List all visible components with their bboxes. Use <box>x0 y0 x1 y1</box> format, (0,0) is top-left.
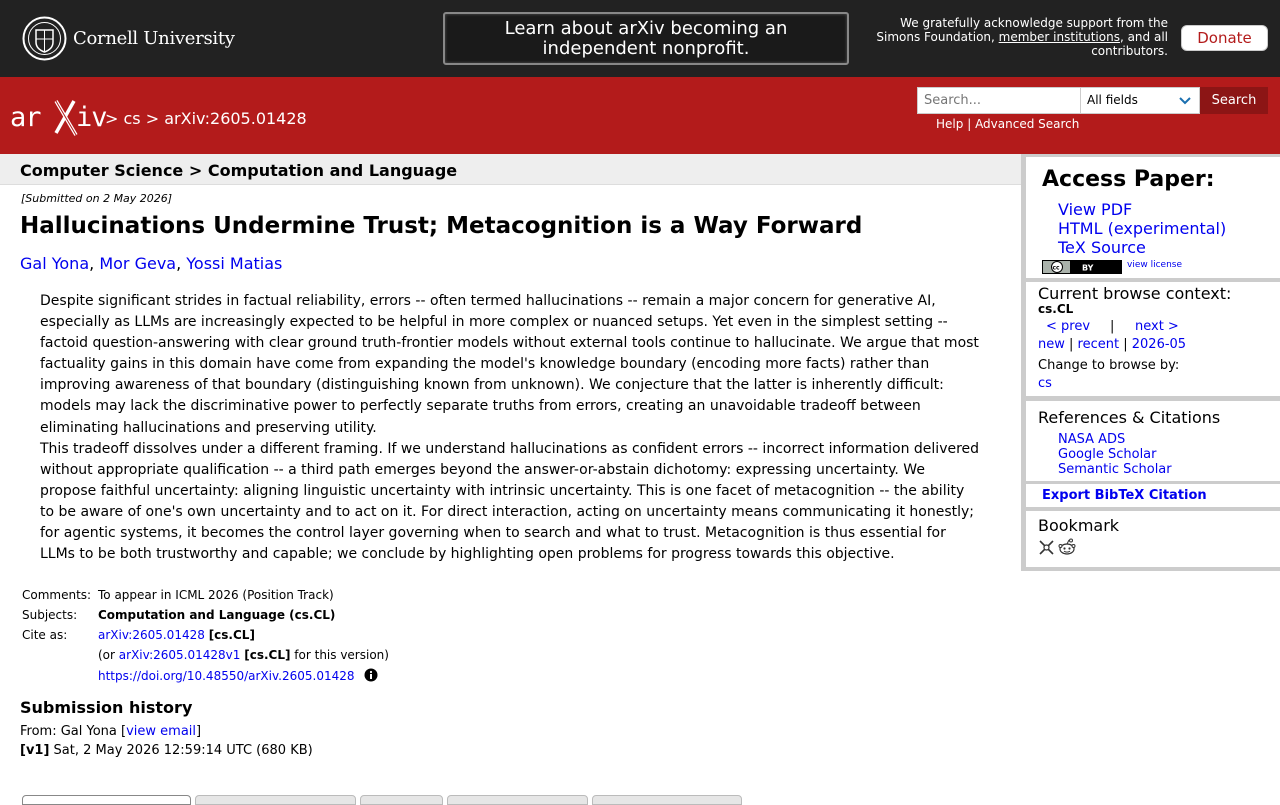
submission-history-heading: Submission history <box>20 698 193 717</box>
bibsonomy-icon[interactable] <box>1038 539 1055 556</box>
search-input[interactable] <box>917 87 1080 114</box>
announcement-box[interactable]: Learn about arXiv becoming an independent nonprofit. <box>443 12 849 65</box>
bookmark-box <box>1026 511 1280 567</box>
browse-context-category: cs.CL <box>1038 302 1074 316</box>
view-pdf-link[interactable]: View PDF <box>1058 200 1133 219</box>
submission-from-pre: From: Gal Yona [ <box>20 724 127 739</box>
recent-link[interactable]: recent <box>1077 337 1120 352</box>
tex-source-link[interactable]: TeX Source <box>1058 238 1146 257</box>
arxiv-header <box>0 77 1280 154</box>
html-experimental-link[interactable]: HTML (experimental) <box>1058 219 1227 238</box>
doi-value <box>98 668 378 683</box>
references-title: References & Citations <box>1038 408 1221 427</box>
sidebar <box>1021 154 1280 571</box>
help-links <box>936 117 1079 131</box>
access-paper-title: Access Paper: <box>1042 167 1215 192</box>
link-separator: | <box>1123 337 1128 352</box>
author-link[interactable]: Yossi Matias <box>186 254 283 273</box>
chevron-down-icon <box>1178 93 1192 107</box>
comments-value: To appear in ICML 2026 (Position Track) <box>98 588 334 602</box>
version-label: [v1] <box>20 743 50 758</box>
abstract-paragraph: This tradeoff dissolves under a different framing. If we understand hallucinations as confident errors -- incorrect information delivered without appropriate qualification -- a third path emerges beyond the answer-or-abstain dichotomy: expressing uncertainty. We propose faithful uncertainty: aligning linguistic uncertainty with intrinsic uncertainty. This is one facet of metacognition -- the ability to be aware of one's own uncertainty and to act on it. For direct interaction, acting on uncertainty means communicating it honestly; for agentic systems, it becomes the control layer governing when to search and what to trust. Metacognition is thus essential for LLMs to be both trustworthy and capable; we conclude by highlighting open problems for progress towards this objective. <box>40 440 980 563</box>
version-date: Sat, 2 May 2026 12:59:14 UTC (680 KB) <box>53 743 313 758</box>
browse-cs-link[interactable]: cs <box>1038 376 1052 391</box>
month-link[interactable]: 2026-05 <box>1131 337 1187 352</box>
svg-text:ar: ar <box>10 102 41 133</box>
info-icon[interactable] <box>364 668 378 682</box>
author-separator: , <box>89 254 95 273</box>
change-browse-label: Change to browse by: <box>1038 358 1180 373</box>
view-email-link[interactable]: view email <box>126 724 197 739</box>
svg-text:iv: iv <box>76 102 107 133</box>
subject-heading: Computer Science > Computation and Language <box>20 161 458 180</box>
link-separator: | <box>1069 337 1074 352</box>
cite-value <box>98 628 255 642</box>
support-text <box>860 16 1168 58</box>
subjects-value: Computation and Language (cs.CL) <box>98 608 336 622</box>
cite-version-category: [cs.CL] <box>244 648 291 662</box>
view-license-link[interactable]: view license <box>1127 260 1183 270</box>
bottom-tab[interactable] <box>360 795 443 805</box>
search-button[interactable]: Search <box>1200 87 1268 114</box>
cite-version-value <box>98 648 389 662</box>
submission-from <box>20 724 201 739</box>
breadcrumb-separator: > <box>105 109 119 128</box>
abstract-paragraph: Despite significant strides in factual reliability, errors -- often termed hallucinations -- remain a major concern for generative AI, especially as LLMs are increasingly expected to be helpful in more complex or nuanced setups. Yet even in the simplest setting -- factoid question-answering with clear ground truth-frontier models without external tools continue to hallucinate. We argue that most factuality gains in this domain have come from expanding the model's knowledge boundary (encoding more facts) rather than improving awareness of that boundary (distinguishing known from unknown). We conjecture that the latter is inherently difficult: models may lack the discriminative power to perfectly separate truths from errors, creating an unavoidable tradeoff between eliminating hallucinations and preserving utility. <box>40 293 979 436</box>
breadcrumb-paper-id: arXiv:2605.01428 <box>164 109 307 128</box>
cite-id-link[interactable]: arXiv:2605.01428 <box>98 628 205 642</box>
doi-link[interactable]: https://doi.org/10.48550/arXiv.2605.01428 <box>98 669 355 683</box>
nasa-ads-link[interactable]: NASA ADS <box>1058 432 1126 447</box>
search-field-select[interactable] <box>1080 87 1200 114</box>
subjects-label: Subjects: <box>22 608 78 622</box>
donate-button[interactable]: Donate <box>1181 25 1268 51</box>
svg-text:BY: BY <box>1082 263 1094 273</box>
prev-link[interactable]: < prev <box>1046 319 1091 334</box>
help-separator: | <box>967 117 972 131</box>
google-scholar-link[interactable]: Google Scholar <box>1058 447 1157 462</box>
browse-context-box <box>1026 282 1280 396</box>
prev-next-separator: | <box>1110 319 1115 334</box>
submission-from-post: ] <box>196 724 202 739</box>
search-field-value: All fields <box>1087 93 1138 107</box>
cite-or-text: (or <box>98 648 115 662</box>
author-link[interactable]: Gal Yona <box>20 254 90 273</box>
bottom-tab[interactable] <box>195 795 356 805</box>
arxiv-logo-icon[interactable] <box>10 97 107 137</box>
subject-bar <box>0 154 1021 185</box>
breadcrumb <box>105 109 307 128</box>
bookmark-title: Bookmark <box>1038 516 1120 535</box>
member-institutions-link[interactable]: member institutions <box>998 30 1120 44</box>
cornell-banner <box>0 0 1280 77</box>
cite-version-link[interactable]: arXiv:2605.01428v1 <box>118 648 241 662</box>
svg-text:cc: cc <box>1052 264 1060 272</box>
submission-version <box>20 743 313 758</box>
new-link[interactable]: new <box>1038 337 1065 352</box>
access-paper-box <box>1026 157 1280 278</box>
breadcrumb-separator: > <box>145 109 160 128</box>
bottom-tab[interactable] <box>592 795 742 805</box>
submitted-date: [Submitted on 2 May 2026] <box>21 192 173 205</box>
next-link[interactable]: next > <box>1135 319 1179 334</box>
support-text-pre: We gratefully acknowledge support from the Simons Foundation, <box>876 16 1168 44</box>
export-bibtex-link[interactable]: Export BibTeX Citation <box>1042 488 1207 503</box>
breadcrumb-cs[interactable]: cs <box>123 109 141 128</box>
cornell-logo[interactable] <box>22 16 235 61</box>
cornell-seal-icon <box>22 16 67 61</box>
cornell-name: Cornell University <box>73 28 235 49</box>
cc-by-license-icon[interactable] <box>1042 260 1122 274</box>
author-separator: , <box>176 254 182 273</box>
paper-title: Hallucinations Undermine Trust; Metacognition is a Way Forward <box>20 213 863 239</box>
context-links <box>1038 337 1186 352</box>
cite-version-tail: for this version) <box>294 648 389 662</box>
help-link[interactable]: Help <box>936 117 964 131</box>
bottom-tab[interactable] <box>22 795 191 805</box>
support-text-post: , and all contributors. <box>1091 30 1168 58</box>
cite-category: [cs.CL] <box>208 628 255 642</box>
semantic-scholar-link[interactable]: Semantic Scholar <box>1058 462 1172 477</box>
abstract <box>40 291 980 565</box>
cite-label: Cite as: <box>22 628 68 642</box>
reddit-icon[interactable] <box>1058 538 1076 556</box>
bibtex-box <box>1026 484 1280 507</box>
authors <box>20 254 282 274</box>
comments-label: Comments: <box>22 588 92 602</box>
advanced-search-link[interactable]: Advanced Search <box>975 117 1080 131</box>
browse-context-title: Current browse context: <box>1038 284 1232 303</box>
bottom-tab[interactable] <box>447 795 588 805</box>
references-box <box>1026 401 1280 481</box>
author-link[interactable]: Mor Geva <box>99 254 177 273</box>
